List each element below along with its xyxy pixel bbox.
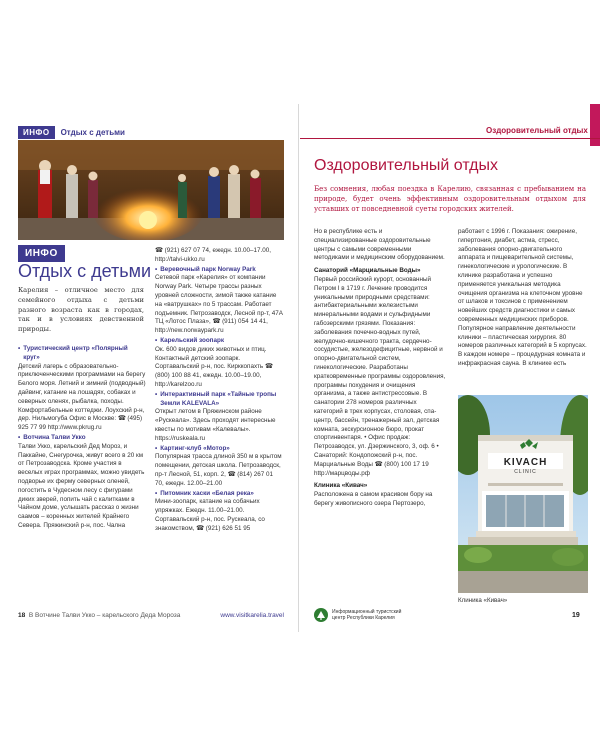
right-column-1 xyxy=(314,228,446,510)
bullet-icon: • xyxy=(18,345,21,352)
info-badge-large: ИНФО xyxy=(18,245,65,262)
list-item xyxy=(155,391,283,444)
list-item xyxy=(155,266,283,336)
clinic-photo-image xyxy=(458,395,588,593)
list-item xyxy=(314,228,446,263)
santa-photo-image xyxy=(18,140,284,240)
clinic-photo xyxy=(458,395,588,593)
left-footer xyxy=(18,612,284,619)
photo-caption: Клиника «Кивач» xyxy=(458,597,508,604)
entry-body: Первый российский курорт, основанный Петром I в 1719 г. Лечение проводится уникальными природными средствами: антибактериальными железистыми минеральными водами и сульфидными габозерскими грязями. Показания: заболевания почечно-водных путей, желудочно-кишечного тракта, сердечно-сосудистые, железодефицитные, нервной и опорно-двигательной систем, гинекологические. Разработаны кратковременные программы оздоровления, программы похудения и очищения организма, а также антистрессовые. В санатории 278 номеров различных категорий в трех корпусах, столовая, спа-центр, бассейн, тренажерный зал, детская комната, экскурсионное бюро, прокат спортинвентаря. • Офис продаж: Петрозаводск, ул. Дзержинского, 3, оф. 6 • Санаторий: Кондопожский р-н, пос. Марциальные Воды ☎ (800) 100 17 19 http://марцводы.рф xyxy=(314,275,446,477)
left-column-2 xyxy=(155,247,283,535)
running-header: Оздоровительный отдых xyxy=(486,126,588,135)
bullet-icon: • xyxy=(155,265,158,273)
bullet-icon: • xyxy=(155,489,158,497)
tourist-center-logo xyxy=(314,608,412,622)
clinic-sign: KIVACH xyxy=(503,457,548,468)
entry-title: Туристический центр «Полярный круг» xyxy=(23,345,128,361)
entry-body: Популярная трасса длиной 350 м в крытом помещении, детская школа. Петрозаводск, пр-т Лесной, 51, корп. 2, ☎ (814) 267 01 70, ежедн. 12.00–21.00 xyxy=(155,453,282,487)
list-item xyxy=(155,490,283,534)
entry-title: Карельский зоопарк xyxy=(160,336,224,344)
right-page xyxy=(300,104,600,632)
intro-text: Карелия – отличное место для семейного отдыха с детьми разного возраста как в городах, так и в условиях девственной природы. xyxy=(18,286,144,334)
list-item xyxy=(18,345,146,433)
website-link[interactable]: www.visitkarelia.travel xyxy=(220,612,284,619)
left-column-1 xyxy=(18,345,146,532)
entry-body: Открыт летом в Пряжинском районе «Рускеала». Здесь проходят интересные квесты по мотивам «Калевалы». https://ruskeala.ru xyxy=(155,408,276,442)
clinic-sign-sub: CLINIC xyxy=(514,469,537,475)
page-title: Отдых с детьми xyxy=(18,261,152,281)
entry-body: Но в республике есть и специализированные оздоровительные центры с самыми современными методиками и медицинским оборудованием. xyxy=(314,228,445,262)
entry-title: Клиника «Кивач» xyxy=(314,482,368,490)
list-item xyxy=(18,434,146,531)
header-divider xyxy=(300,138,600,139)
list-item xyxy=(155,247,283,265)
book-spread xyxy=(0,104,600,632)
entry-title: Картинг-клуб «Мотор» xyxy=(160,444,230,452)
photo-caption: В Вотчине Талви Укко – карельского Деда Мороза xyxy=(28,612,181,619)
page-title: Оздоровительный отдых xyxy=(314,157,498,174)
bullet-icon: • xyxy=(18,433,21,441)
entry-body: Расположена в самом красивом бору на берегу живописного озера Пертозеро, xyxy=(314,491,433,507)
page-number: 19 xyxy=(572,612,580,619)
left-page xyxy=(0,104,299,632)
entry-title: Веревочный парк Norway Park xyxy=(160,265,256,273)
entry-body: ☎ (921) 627 07 74, ежедн. 10.00–17.00, http://talvi-ukko.ru xyxy=(155,247,271,263)
bullet-icon: • xyxy=(155,336,158,344)
santa-photo xyxy=(18,140,284,240)
right-column-2 xyxy=(458,228,588,370)
entry-title: Вотчина Талви Укко xyxy=(23,433,86,441)
tree-icon xyxy=(314,608,328,622)
logo-text: Информационный туристский центр Республики Карелия xyxy=(332,609,402,621)
entry-body: Талви Укко, карельский Дед Мороз, и Паккайне, Снегурочка, живут всего в 20 км от Петрозаводска. Кроме участия в веселых играх программах, можно увидеть подворье их ферму северных оленей, погостить в Чудесном лесу с фигурами диких зверей, попить чай с калитками в Чайном доме, услышать рассказ о жизни саамов – коренных жителей Крайнего Севера. Пряжинский р-н, пос. Чална xyxy=(18,442,145,529)
intro-text: Без сомнения, любая поездка в Карелию, связанная с пребыванием на природе, будет очень эффективным оздоровительным отдыхом для уставших от повседневной суеты городских жителей. xyxy=(314,185,586,213)
page-number: 18 xyxy=(18,612,26,619)
entry-body: Сетевой парк «Карелия» от компании Norway Park. Четыре трассы разных уровней сложности, зимой также катание на «ватрушках» по 5 трассам. Работает подъемник. Петрозаводск, Лесной пр-т, 47А ТЦ «Лотос Плаза», ☎ (911) 054 14 41, http://new.norwaypark.ru xyxy=(155,274,283,335)
strip-title: Отдых с детьми xyxy=(60,128,125,137)
list-item xyxy=(458,228,588,369)
list-item xyxy=(155,445,283,489)
info-strip xyxy=(18,126,125,139)
info-badge: ИНФО xyxy=(18,126,55,139)
entry-body: работает с 1996 г. Показания: ожирение, гипертония, диабет, астма, стресс, заболевания опорно-двигательного аппарата и пищеварительной системы, гинекологические и урологические. В клинике разработана и успешно применяется уникальная методика очищения организма на клеточном уровне от шлаков и токсинов с применением новейших средств диагностики и самых современных медицинских приборов. Популярное направление деятельности клиники – пластическая хирургия. 80 номеров различных категорий в 5 корпусах. В каждом номере – процедурная комната и инфракрасная сауна. В клинике есть xyxy=(458,228,587,367)
entry-body: Ок. 600 видов диких животных и птиц. Контактный детский зоопарк. Сортавальский р-н, пос. Кирккопахть ☎ (800) 100 88 41, ежедн. 10.00–19.00, http://karelzoo.ru xyxy=(155,345,273,388)
entry-title: Интерактивный парк «Тайные тропы Земли KALEVALA» xyxy=(160,390,277,407)
list-item xyxy=(314,482,446,508)
list-item xyxy=(314,267,446,478)
entry-title: Питомник хаски «Белая река» xyxy=(160,489,254,497)
entry-body: Мини-зоопарк, катание на собачьих упряжках. Ежедн. 11.00–21.00. Сортавальский р-н, пос. Рускеала, со знакомством, ☎ (921) 626 51 95 xyxy=(155,498,265,532)
entry-body: Детский лагерь с образовательно-приключенческими программами на берегу Белого моря. Летний и зимний (подводный) дайвинг, катание на лошадях, собаках и северных оленях, рыбалка, походы. Комфортабельные коттеджи. Лоухский р-н, дер. Нильмогуба Офис в Москве: ☎ (495) 925 77 99 http://www.pkrug.ru xyxy=(18,362,146,432)
bullet-icon: • xyxy=(155,444,158,452)
section-tab xyxy=(590,104,600,146)
entry-title: Санаторий «Марциальные Воды» xyxy=(314,267,421,275)
bullet-icon: • xyxy=(155,390,158,398)
list-item xyxy=(155,337,283,390)
